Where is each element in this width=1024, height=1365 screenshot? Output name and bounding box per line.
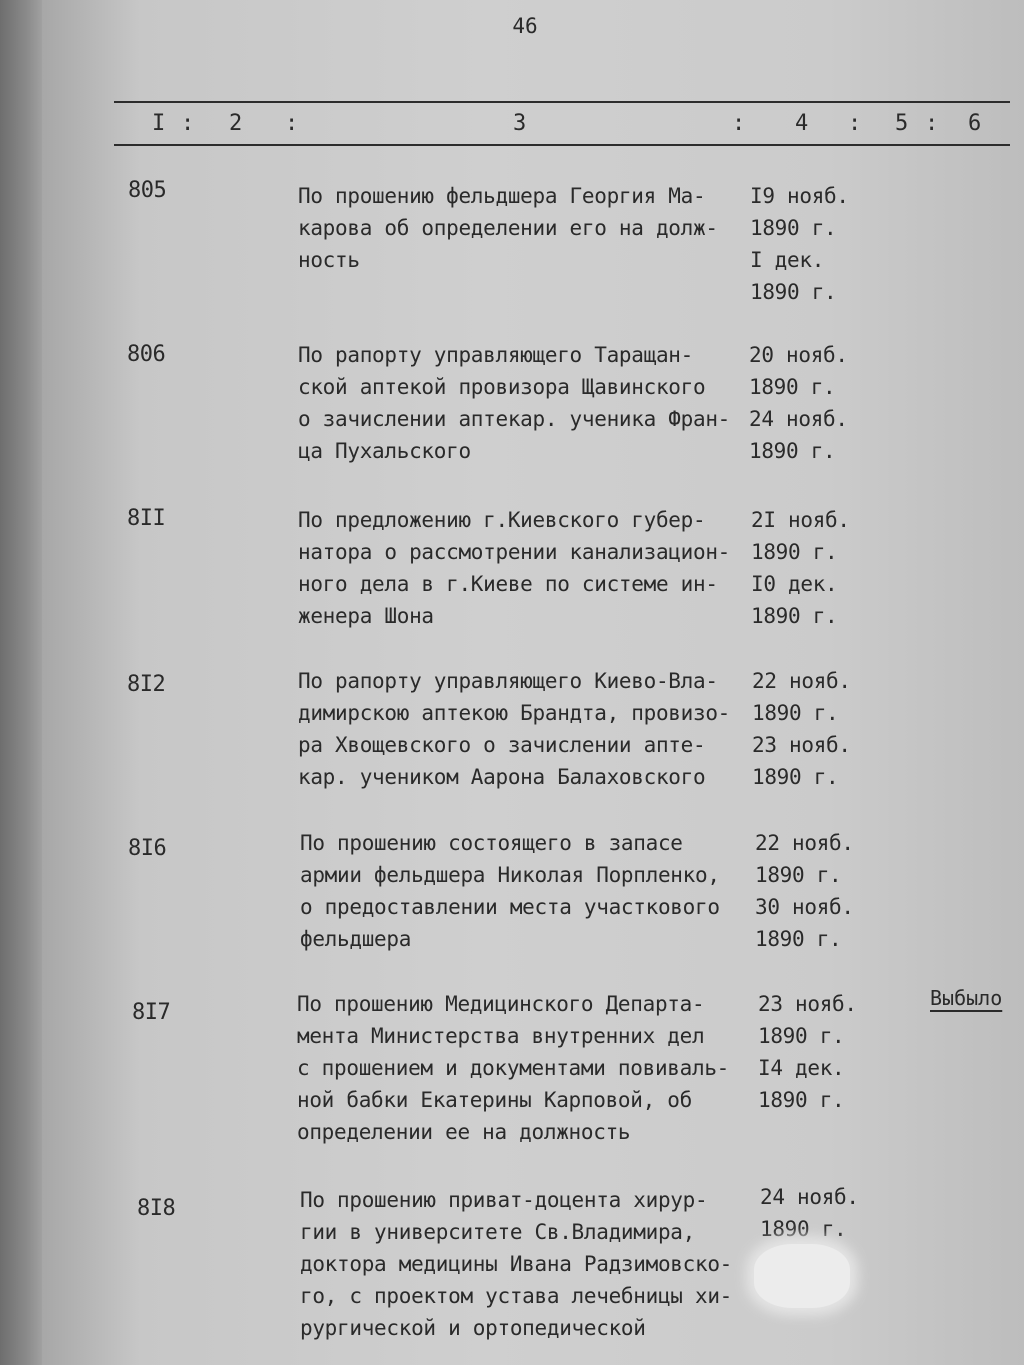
header-rule-bottom bbox=[114, 144, 1010, 146]
entry-dates: 22 нояб. 1890 г. 23 нояб. 1890 г. bbox=[752, 669, 851, 789]
entry-note-vybylo: Выбыло bbox=[930, 986, 1003, 1010]
entry-number: 8I6 bbox=[128, 836, 167, 861]
entry-dates: 2I нояб. 1890 г. I0 дек. 1890 г. bbox=[751, 508, 850, 628]
column-header-1: I bbox=[152, 111, 166, 136]
entry-dates: I9 нояб. 1890 г. I дек. 1890 г. bbox=[750, 184, 849, 304]
column-header-3: 3 bbox=[513, 111, 527, 136]
column-header-4: 4 bbox=[795, 111, 809, 136]
entry-number: 805 bbox=[128, 178, 167, 203]
entry-number: 8I2 bbox=[127, 672, 166, 697]
entry-dates: 20 нояб. 1890 г. 24 нояб. 1890 г. bbox=[749, 343, 848, 463]
column-separator: : bbox=[732, 111, 746, 136]
entry-description: По рапорту управляющего Киево-Вла- димирскою аптекою Брандта, провизо- ра Хвощевского о зачислении апте- кар. учеником Аарона Балаховского bbox=[298, 669, 731, 789]
entry-number: 8II bbox=[127, 506, 166, 531]
entry-description: По предложению г.Киевского губер- натора о рассмотрении канализацион- ного дела в г.Киеве по системе ин- женера Шона bbox=[298, 508, 731, 628]
column-separator: : bbox=[181, 111, 195, 136]
entry-description: По прошению Медицинского Департа- мента Министерства внутренних дел с прошением и документами повиваль- ной бабки Екатерины Карповой, об определении ее на должность bbox=[297, 992, 730, 1144]
entry-description: По прошению состоящего в запасе армии фельдшера Николая Порпленко, о предоставлении места участкового фельдшера bbox=[300, 831, 720, 951]
entry-dates: 24 нояб. 1890 г. bbox=[760, 1185, 859, 1241]
entry-dates: 22 нояб. 1890 г. 30 нояб. 1890 г. bbox=[755, 831, 854, 951]
entry-number: 8I8 bbox=[137, 1196, 176, 1221]
entry-number: 806 bbox=[127, 342, 166, 367]
page-number: 46 bbox=[512, 14, 538, 38]
entry-description: По прошению фельдшера Георгия Ма- карова об определении его на долж- ность bbox=[298, 184, 718, 272]
entry-number: 8I7 bbox=[132, 1000, 171, 1025]
column-header-6: 6 bbox=[968, 111, 982, 136]
column-header-5: 5 bbox=[895, 111, 909, 136]
column-separator: : bbox=[848, 111, 862, 136]
column-separator: : bbox=[925, 111, 939, 136]
entry-dates: 23 нояб. 1890 г. I4 дек. 1890 г. bbox=[758, 992, 857, 1112]
book-spine bbox=[0, 0, 48, 1365]
entry-description: По прошению приват-доцента хирур- гии в университете Св.Владимира, доктора медицины Ивана Радзимовско- го, с проектом устава лечебницы хи- рургической и ортопедической bbox=[300, 1188, 733, 1340]
column-header-2: 2 bbox=[229, 111, 243, 136]
column-separator: : bbox=[285, 111, 299, 136]
correction-smudge bbox=[754, 1244, 850, 1308]
header-rule-top bbox=[114, 101, 1010, 103]
entry-description: По рапорту управляющего Таращан- ской аптекой провизора Щавинского о зачислении аптекар. ученика Фран- ца Пухальского bbox=[298, 343, 731, 463]
